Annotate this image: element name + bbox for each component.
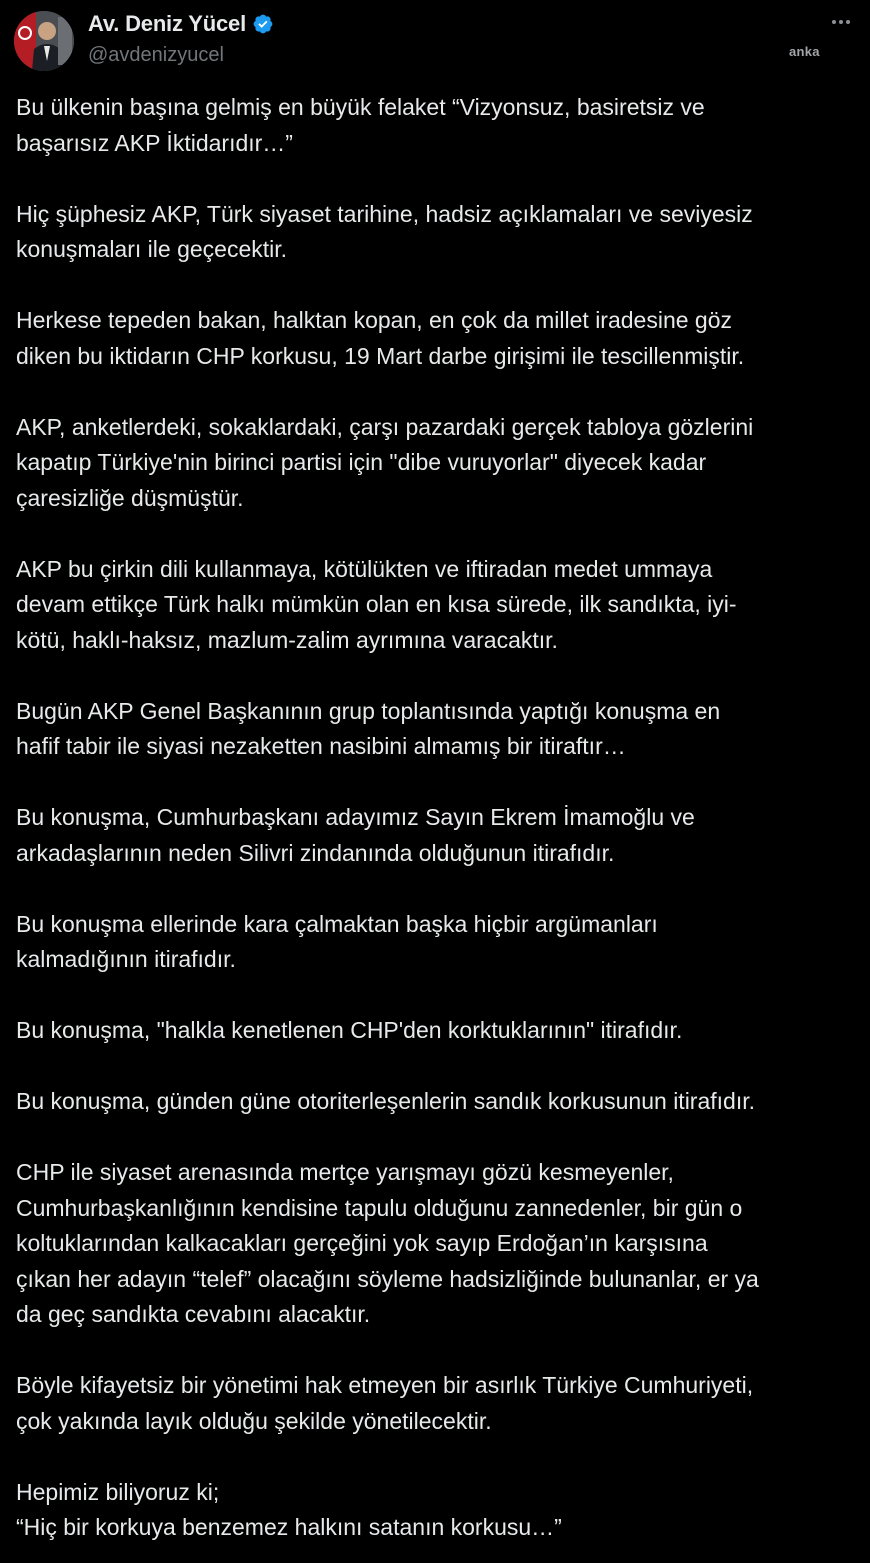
tweet-text xyxy=(16,90,858,1546)
tweet-paragraph: CHP ile siyaset arenasında mertçe yarışmayı gözü kesmeyenler, Cumhurbaşkanlığının kendisine tapulu olduğunu zannedenler, bir gün o koltuklarından kalkacakları gerçeğini yok sayıp Erdoğan’ın karşısına çıkan her adayın “telef” olacağını söyleme hadsizliğinde bulunanlar, er ya da geç sandıkta cevabını alacaktır. xyxy=(16,1159,759,1327)
dot xyxy=(846,20,850,24)
more-options-icon[interactable] xyxy=(826,12,856,32)
tweet-paragraph: Bu konuşma, Cumhurbaşkanı adayımız Sayın Ekrem İmamoğlu ve arkadaşlarının neden Silivri zindanında olduğunun itirafıdır. xyxy=(16,804,695,866)
tweet-paragraph: Bu konuşma, günden güne otoriterleşenlerin sandık korkusunun itirafıdır. xyxy=(16,1088,755,1114)
dot xyxy=(832,20,836,24)
tweet-paragraph: AKP, anketlerdeki, sokaklardaki, çarşı pazardaki gerçek tabloya gözlerini kapatıp Türkiye'nin birinci partisi için "dibe vuruyorlar" diyecek kadar çaresizliğe düşmüştür. xyxy=(16,413,754,511)
author-name-row xyxy=(88,11,274,37)
author-display-name[interactable]: Av. Deniz Yücel xyxy=(88,11,246,36)
tweet-paragraph: Bugün AKP Genel Başkanının grup toplantısında yaptığı konuşma en hafif tabir ile siyasi nezaketten nasibini almamış bir itiraftır… xyxy=(16,697,721,759)
tweet-header xyxy=(0,0,870,80)
agency-watermark: anka xyxy=(789,44,820,59)
profile-photo-icon xyxy=(14,11,74,71)
tweet-paragraph: Herkese tepeden bakan, halktan kopan, en çok da millet iradesine göz diken bu iktidarın CHP korkusu, 19 Mart darbe girişimi ile tescillenmiştir. xyxy=(16,307,745,369)
author-handle[interactable]: @avdenizyucel xyxy=(88,44,224,66)
tweet-paragraph: Bu konuşma ellerinde kara çalmaktan başka hiçbir argümanları kalmadığının itirafıdır. xyxy=(16,910,658,972)
tweet-paragraph: Hepimiz biliyoruz ki; “Hiç bir korkuya benzemez halkını satanın korkusu…” xyxy=(16,1478,562,1540)
tweet-paragraph: Böyle kifayetsiz bir yönetimi hak etmeyen bir asırlık Türkiye Cumhuriyeti, çok yakında layık olduğu şekilde yönetilecektir. xyxy=(16,1372,754,1434)
tweet-paragraph: Hiç şüphesiz AKP, Türk siyaset tarihine, hadsiz açıklamaları ve seviyesiz konuşmaları ile geçecektir. xyxy=(16,200,753,262)
verified-badge-icon xyxy=(252,13,274,35)
tweet-paragraph: AKP bu çirkin dili kullanmaya, kötülükten ve iftiradan medet ummaya devam ettikçe Türk halkı mümkün olan en kısa sürede, ilk sandıkta, iyi- kötü, haklı-haksız, mazlum-zalim ayrımına varacaktır. xyxy=(16,555,737,653)
avatar[interactable] xyxy=(14,11,74,71)
dot xyxy=(839,20,843,24)
tweet-paragraph: Bu ülkenin başına gelmiş en büyük felaket “Vizyonsuz, basiretsiz ve başarısız AKP İktidarıdır…” xyxy=(16,94,705,156)
tweet-paragraph: Bu konuşma, "halkla kenetlenen CHP'den korktuklarının" itirafıdır. xyxy=(16,1017,683,1043)
